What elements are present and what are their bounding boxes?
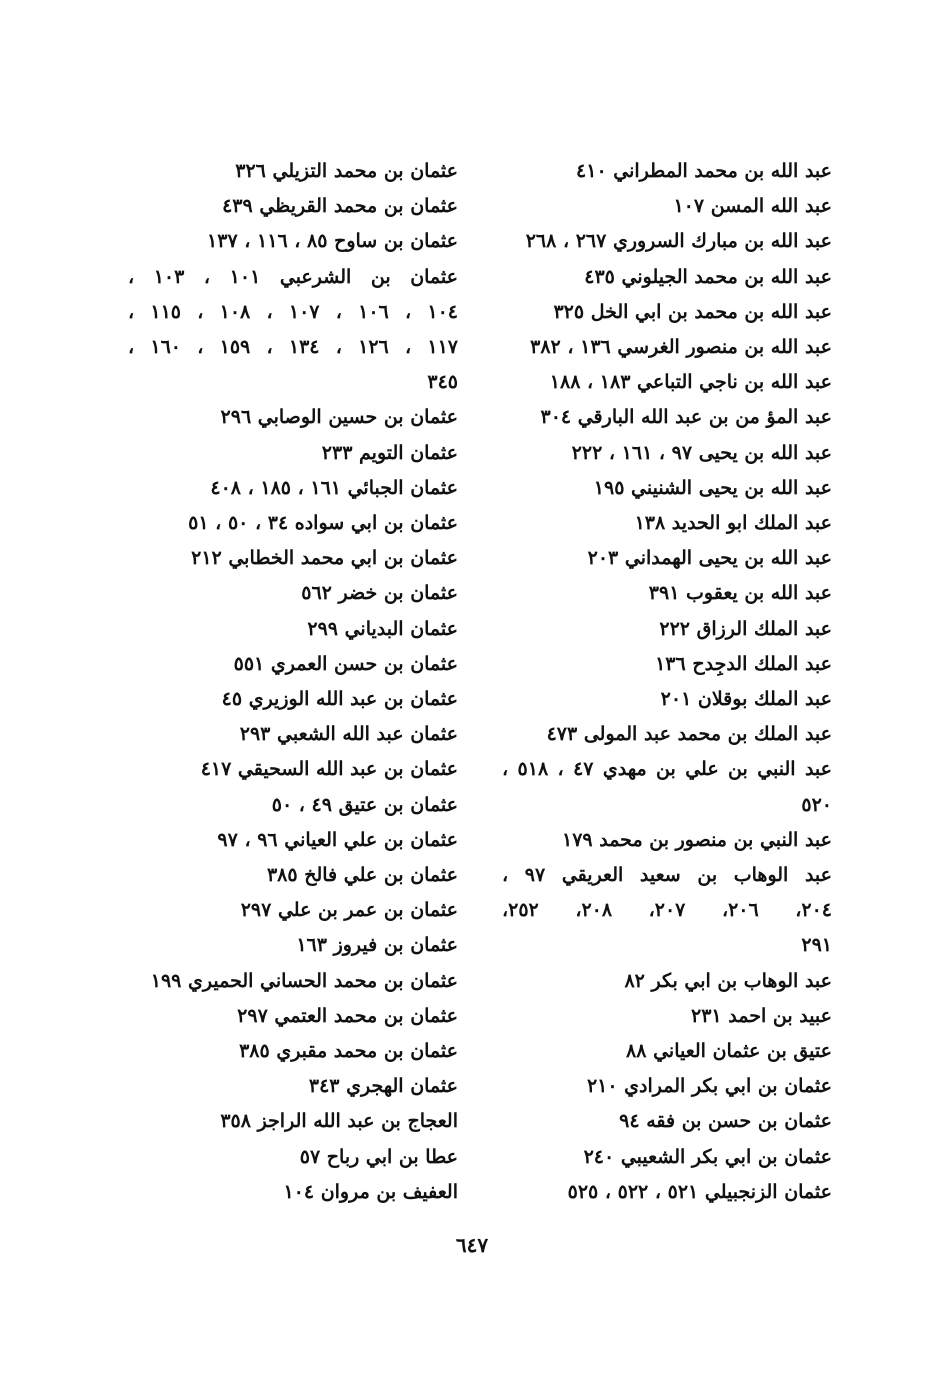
- index-entry: [502, 400, 832, 435]
- index-entry: [128, 823, 458, 858]
- index-entry: [502, 999, 832, 1034]
- index-entry: [128, 858, 458, 893]
- index-entry-line: عبد الله بن منصور الغرسي ١٣٦ ، ٣٨٢: [530, 336, 832, 359]
- index-entry-line: عثمان الزنجبيلي ٥٢١ ، ٥٢٢ ، ٥٢٥: [567, 1180, 832, 1203]
- index-entry-line: عثمان بن عمر بن علي ٢٩٧: [240, 899, 458, 922]
- index-entry: [128, 224, 458, 259]
- index-entry: [128, 576, 458, 611]
- index-entry: [128, 788, 458, 823]
- index-entry-line: عبد الله بن محمد المطراني ٤١٠: [576, 160, 832, 182]
- index-entry-line: عثمان بن خضر ٥٦٢: [301, 582, 458, 605]
- index-entry: [128, 964, 458, 999]
- index-entry: [128, 647, 458, 682]
- index-entry: [128, 436, 458, 471]
- index-entry: [502, 154, 832, 189]
- index-entry-line: ١١٧ ، ١٢٦ ، ١٣٤ ، ١٥٩ ، ١٦٠ ،: [128, 336, 458, 359]
- index-entry: [128, 612, 458, 647]
- index-entry: [128, 189, 458, 224]
- index-column-right: [502, 154, 832, 1210]
- index-entry-line: العفيف بن مروان ١٠٤: [283, 1180, 458, 1203]
- index-entry-line: العجاج بن عبد الله الراجز ٣٥٨: [220, 1110, 458, 1133]
- index-entry-line: عثمان بن عبد الله الوزيري ٤٥: [221, 688, 458, 711]
- index-entry: [502, 823, 832, 858]
- index-entry-line: عبد الله بن يحيى الشنيني ١٩٥: [593, 476, 832, 499]
- index-entry-line: عبد الله المسن ١٠٧: [673, 195, 832, 218]
- index-entry-line: عثمان بن ابي بكر المرادي ٢١٠: [586, 1075, 832, 1098]
- index-entry: [502, 506, 832, 541]
- index-entry-line: عبد الله بن محمد الجيلوني ٤٣٥: [584, 265, 832, 288]
- index-entry-line: عبد الملك الرزاق ٢٢٢: [659, 617, 832, 640]
- index-entry-line: عبد الله بن محمد بن ابي الخل ٣٢٥: [553, 300, 832, 323]
- index-entry: [502, 717, 832, 752]
- index-entry-line: عثمان بن علي فالخ ٣٨٥: [266, 864, 458, 887]
- index-entry: [128, 1069, 458, 1104]
- index-entry-line: عبد المؤ من بن عبد الله البارقي ٣٠٤: [540, 406, 832, 429]
- index-entry-line: عبد النبي بن منصور بن محمد ١٧٩: [561, 828, 832, 851]
- index-entry: [502, 1175, 832, 1210]
- index-entry: [502, 330, 832, 365]
- index-entry-line: عثمان بن محمد العتمي ٢٩٧: [237, 1004, 458, 1027]
- index-entry-line: عثمان بن محمد القريظي ٤٣٩: [222, 195, 458, 218]
- index-entry-line: عثمان بن محمد مقبري ٣٨٥: [239, 1040, 458, 1063]
- index-entry-line: عبد الوهاب بن سعيد العريقي ٩٧ ،: [502, 864, 833, 887]
- index-entry-line: ٢٩١: [801, 934, 832, 957]
- index-entry: [128, 752, 458, 787]
- index-entry: [128, 1104, 458, 1139]
- index-entry: [128, 541, 458, 576]
- index-entry-line: عثمان بن حسين الوصابي ٢٩٦: [220, 406, 458, 429]
- index-entry-line: عثمان بن محمد الحساني الحميري ١٩٩: [150, 969, 458, 992]
- index-entry: [502, 682, 832, 717]
- index-entry: [502, 189, 832, 224]
- index-entry-line: عتيق بن عثمان العياني ٨٨: [626, 1040, 832, 1063]
- page-number: ٦٤٧: [455, 1233, 489, 1257]
- index-entry: [502, 541, 832, 576]
- index-entry-line: عثمان بن حسن العمري ٥٥١: [233, 652, 458, 675]
- index-entry: [128, 154, 458, 189]
- index-entry: [128, 400, 458, 435]
- index-entry-line: عبيد بن احمد ٢٣١: [691, 1004, 832, 1027]
- index-entry-line: عبد الوهاب بن ابي بكر ٨٢: [624, 969, 832, 992]
- index-entry: [502, 964, 832, 999]
- index-entry-line: عثمان بن محمد التزيلي ٣٢٦: [235, 160, 458, 182]
- index-entry: [128, 1140, 458, 1175]
- index-entry: [128, 1175, 458, 1210]
- index-entry: [502, 1069, 832, 1104]
- index-entry-line: عبد الله بن يحيى ٩٧ ، ١٦١ ، ٢٢٢: [571, 441, 832, 464]
- index-entry-line: عثمان البدياني ٢٩٩: [307, 617, 458, 640]
- index-entry-line: عثمان التويم ٢٣٣: [321, 441, 458, 464]
- index-entry-line: عثمان بن ابي بكر الشعيبي ٢٤٠: [583, 1145, 832, 1168]
- index-entry: [502, 1140, 832, 1175]
- index-entry-line: عبد الله بن يحيى الهمداني ٢٠٣: [587, 547, 832, 570]
- index-entry-line: عثمان بن فيروز ١٦٣: [296, 934, 458, 957]
- index-entry: [502, 647, 832, 682]
- index-entry-line: عبد الملك ابو الحديد ١٣٨: [634, 512, 832, 535]
- index-entry-line: عثمان الهجري ٣٤٣: [308, 1075, 458, 1098]
- index-entry-line: ٢٠٤، ٢٠٦، ٢٠٧، ٢٠٨، ٢٥٢،: [502, 899, 833, 922]
- index-entry: [128, 928, 458, 963]
- index-entry-line: عبد الملك الدجِدح ١٣٦: [655, 652, 832, 675]
- index-entry-line: عبد النبي بن علي بن مهدي ٤٧ ، ٥١٨ ،: [502, 758, 832, 781]
- index-entry: [502, 576, 832, 611]
- index-column-left: [128, 154, 458, 1210]
- index-entry: [128, 1034, 458, 1069]
- index-entry: [128, 682, 458, 717]
- index-entry: [502, 752, 832, 822]
- index-entry-line: ١٠٤ ، ١٠٦ ، ١٠٧ ، ١٠٨ ، ١١٥ ،: [128, 300, 458, 323]
- index-entry: [502, 612, 832, 647]
- index-entry: [128, 999, 458, 1034]
- index-entry-line: عثمان بن ساوح ٨٥ ، ١١٦ ، ١٣٧: [207, 230, 458, 253]
- index-entry: [502, 471, 832, 506]
- index-entry-line: عبد الله بن مبارك السروري ٢٦٧ ، ٢٦٨: [525, 230, 832, 253]
- index-entry-line: عبد الله بن ناجي التباعي ١٨٣ ، ١٨٨: [549, 371, 832, 394]
- index-entry-line: عطا بن ابي رباح ٥٧: [299, 1145, 458, 1168]
- index-entry: [128, 506, 458, 541]
- index-entry-line: ٣٤٥: [427, 371, 458, 394]
- index-entry: [502, 436, 832, 471]
- index-entry-line: عبد الله بن يعقوب ٣٩١: [648, 582, 832, 605]
- index-entry-line: عثمان بن حسن بن فقه ٩٤: [619, 1110, 832, 1133]
- index-entry: [128, 893, 458, 928]
- index-entry-line: عثمان بن ابي محمد الخطابي ٢١٢: [191, 547, 458, 570]
- index-entry-line: عثمان الجبائي ١٦١ ، ١٨٥ ، ٤٠٨: [210, 476, 458, 499]
- index-entry: [502, 1034, 832, 1069]
- index-entry-line: عبد الملك بن محمد عبد المولى ٤٧٣: [546, 723, 832, 746]
- index-entry-line: عبد الملك بوقلان ٢٠١: [660, 688, 832, 711]
- index-entry-line: عثمان بن ابي سواده ٣٤ ، ٥٠ ، ٥١: [188, 512, 458, 535]
- index-entry: [128, 471, 458, 506]
- index-entry-line: عثمان بن علي العياني ٩٦ ، ٩٧: [217, 828, 458, 851]
- index-entry-line: عثمان بن عتيق ٤٩ ، ٥٠: [271, 793, 458, 816]
- index-entry: [502, 260, 832, 295]
- index-entry: [502, 1104, 832, 1139]
- index-entry-line: عثمان بن الشرعبي ١٠١ ، ١٠٣ ،: [128, 265, 458, 288]
- index-entry: [502, 365, 832, 400]
- index-entry-line: عثمان بن عبد الله السحيقي ٤١٧: [200, 758, 458, 781]
- index-entry: [502, 858, 832, 964]
- index-entry-line: ٥٢٠: [801, 793, 832, 816]
- index-entry: [128, 260, 458, 401]
- index-entry: [128, 717, 458, 752]
- index-entry-line: عثمان عبد الله الشعبي ٢٩٣: [239, 723, 458, 746]
- index-entry: [502, 224, 832, 259]
- index-entry: [502, 295, 832, 330]
